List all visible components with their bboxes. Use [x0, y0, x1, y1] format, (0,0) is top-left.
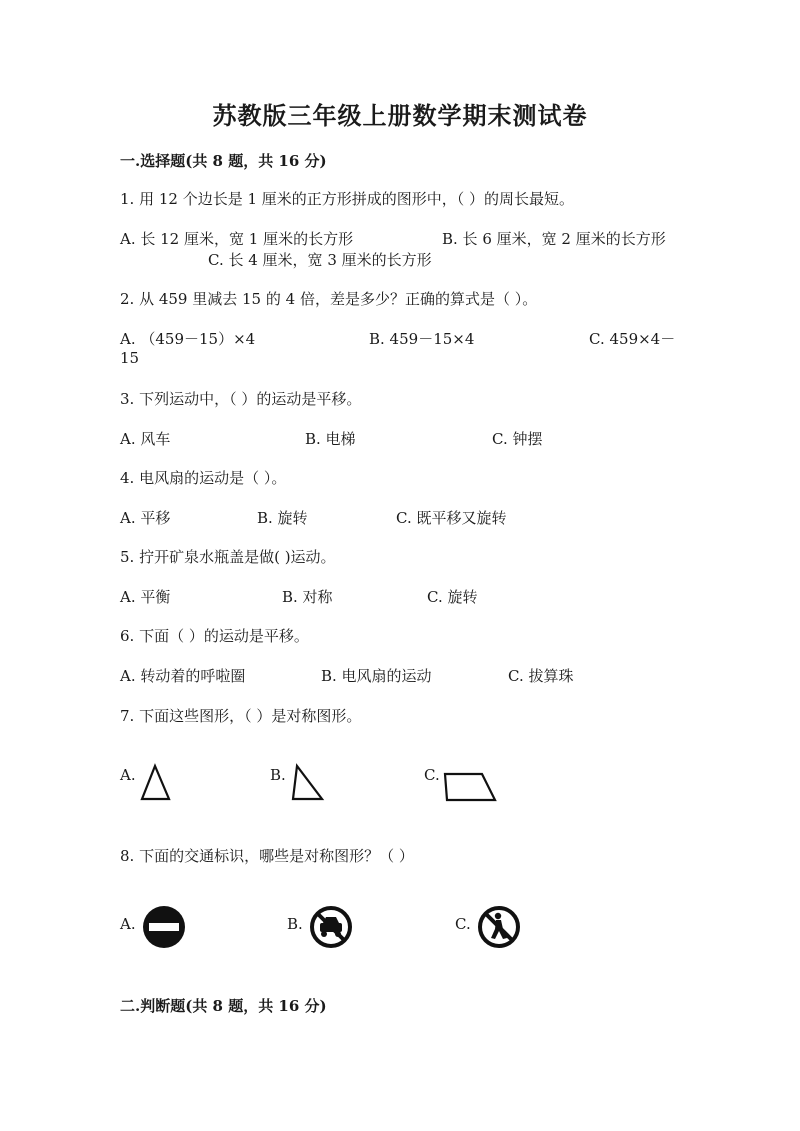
question-6-option-c: C. 拔算珠	[508, 667, 574, 685]
question-2-option-c-wrap: 15	[120, 349, 140, 367]
question-5-option-a: A. 平衡	[120, 588, 171, 606]
question-6-option-a: A. 转动着的呼啦圈	[120, 667, 246, 685]
question-1-option-a: A. 长 12 厘米，宽 1 厘米的长方形	[120, 230, 354, 248]
no-pedestrian-sign-icon	[476, 904, 522, 950]
section-heading-choice: 一.选择题(共 8 题，共 16 分)	[120, 152, 327, 170]
no-entry-sign-icon	[141, 904, 187, 950]
question-3: 3. 下列运动中，（ ）的运动是平移。	[120, 390, 362, 408]
trapezoid-figure	[440, 770, 500, 804]
question-8-option-a: A.	[120, 915, 136, 933]
question-6-option-b: B. 电风扇的运动	[321, 667, 432, 685]
question-8: 8. 下面的交通标识，哪些是对称图形？（ ）	[120, 847, 414, 865]
question-5: 5. 拧开矿泉水瓶盖是做( )运动。	[120, 548, 336, 566]
question-1: 1. 用 12 个边长是 1 厘米的正方形拼成的图形中，（ ）的周长最短。	[120, 190, 575, 208]
question-2-option-a: A. （459－15）×4	[120, 330, 256, 348]
scalene-triangle-figure	[288, 762, 328, 802]
no-motor-vehicle-sign-icon	[308, 904, 354, 950]
question-7-option-a: A.	[120, 766, 136, 784]
question-7: 7. 下面这些图形，（ ）是对称图形。	[120, 707, 362, 725]
question-8-option-b: B.	[287, 915, 303, 933]
question-4: 4. 电风扇的运动是（ ）。	[120, 469, 287, 487]
question-1-option-c: C. 长 4 厘米，宽 3 厘米的长方形	[208, 251, 432, 269]
isosceles-triangle-figure	[138, 762, 174, 802]
question-7-option-b: B.	[270, 766, 286, 784]
question-3-option-a: A. 风车	[120, 430, 171, 448]
question-3-option-b: B. 电梯	[305, 430, 356, 448]
question-5-option-b: B. 对称	[282, 588, 333, 606]
question-4-option-c: C. 既平移又旋转	[396, 509, 507, 527]
question-6: 6. 下面（ ）的运动是平移。	[120, 627, 309, 645]
section-heading-judgment: 二.判断题(共 8 题，共 16 分)	[120, 997, 327, 1015]
question-5-option-c: C. 旋转	[427, 588, 478, 606]
question-1-option-b: B. 长 6 厘米，宽 2 厘米的长方形	[442, 230, 666, 248]
question-2-option-b: B. 459－15×4	[369, 330, 475, 348]
question-4-option-a: A. 平移	[120, 509, 171, 527]
question-8-option-c: C.	[455, 915, 471, 933]
question-2: 2. 从 459 里减去 15 的 4 倍，差是多少？正确的算式是（ ）。	[120, 290, 538, 308]
question-7-option-c: C.	[424, 766, 440, 784]
question-4-option-b: B. 旋转	[257, 509, 308, 527]
page-title: 苏教版三年级上册数学期末测试卷	[212, 101, 588, 130]
question-3-option-c: C. 钟摆	[492, 430, 543, 448]
question-2-option-c: C. 459×4－	[589, 330, 676, 348]
